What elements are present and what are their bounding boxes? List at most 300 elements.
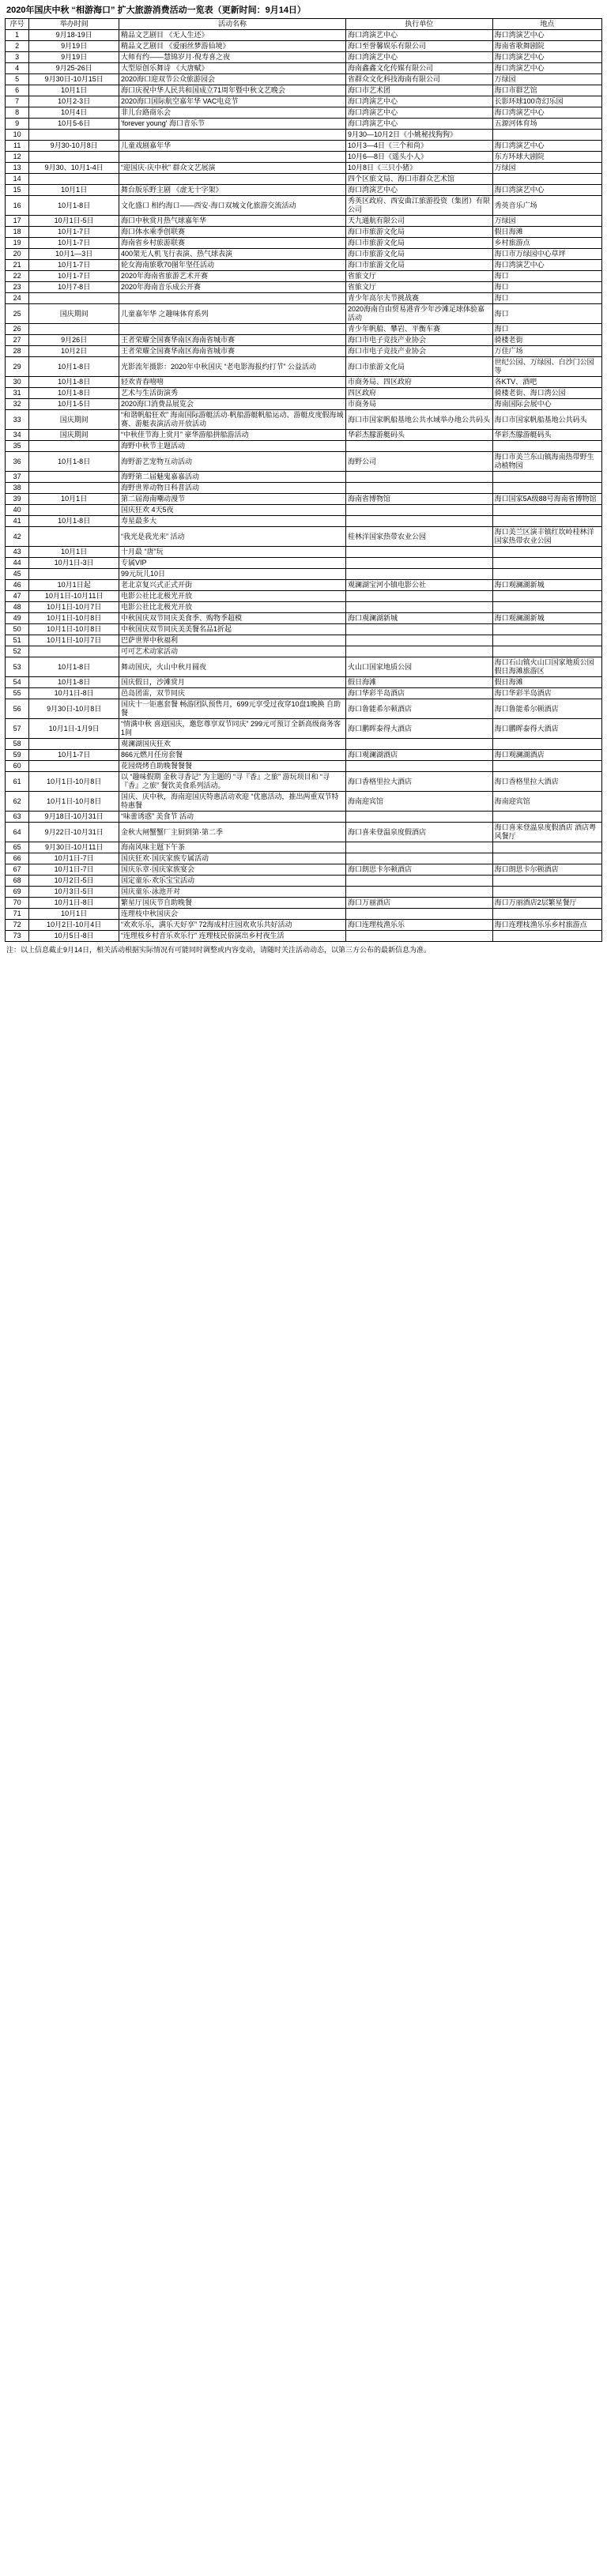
table-row (6, 931, 602, 942)
row-index: 14 (6, 174, 29, 185)
row-index: 35 (6, 441, 29, 452)
row-unit: 海口喜来登温泉度假酒店 (345, 823, 492, 842)
row-activity: 舞台版乐野主剧 《虚无十字架》 (119, 185, 346, 196)
row-place (492, 602, 601, 613)
row-unit: 10月3—4日《三个和尚》 (345, 141, 492, 152)
row-place: 海南国际会展中心 (492, 399, 601, 410)
row-unit: 四个区旅文局、海口市群众艺术馆 (345, 174, 492, 185)
table-row (6, 346, 602, 357)
row-unit (345, 602, 492, 613)
row-place: 万佳广场 (492, 346, 601, 357)
row-place: 万绿园 (492, 163, 601, 174)
row-time: 10月1-8日 (29, 388, 119, 399)
table-row (6, 761, 602, 772)
table-row (6, 107, 602, 119)
row-place: 海口市美兰东山镇海南热带野生动植物园 (492, 452, 601, 472)
row-place (492, 842, 601, 853)
row-activity: 十月最 “唐”玩 (119, 547, 346, 558)
row-activity: 儿童嘉年华 之趣味体育系列 (119, 304, 346, 324)
row-unit: 海口市电子竞技产业协会 (345, 335, 492, 346)
row-activity: 国庆十一钜惠套餐 畅游团队预售月，699元享受过夜穿10盘1晚换 自助餐 (119, 699, 346, 719)
row-unit: 市商务局 (345, 399, 492, 410)
row-place: 世纪公园、万绿园、白沙门公园等 (492, 357, 601, 377)
row-unit (345, 505, 492, 516)
row-index: 71 (6, 909, 29, 920)
row-index: 18 (6, 227, 29, 238)
table-row (6, 569, 602, 580)
row-unit (345, 569, 492, 580)
table-row (6, 719, 602, 739)
row-index: 36 (6, 452, 29, 472)
row-index: 70 (6, 898, 29, 909)
row-place (492, 516, 601, 527)
row-time: 10月7-8日 (29, 282, 119, 293)
row-index: 34 (6, 430, 29, 441)
row-unit (345, 558, 492, 569)
table-row (6, 739, 602, 750)
table-row (6, 388, 602, 399)
row-time: 9月18-19日 (29, 30, 119, 41)
table-row (6, 304, 602, 324)
table-row (6, 174, 602, 185)
row-place (492, 174, 601, 185)
row-time: 9月18日-10月31日 (29, 812, 119, 823)
row-activity: 866元燃月任房套餐 (119, 750, 346, 761)
table-row (6, 52, 602, 63)
row-time: 10月1日-10月8日 (29, 613, 119, 624)
row-unit: 海口湾演艺中心 (345, 52, 492, 63)
row-activity: 文化盛口 相约海口——西安·海口双城文化旅游交流活动 (119, 196, 346, 216)
table-body (6, 30, 602, 942)
table-row (6, 335, 602, 346)
row-unit (345, 646, 492, 657)
row-index: 33 (6, 410, 29, 430)
row-index: 62 (6, 792, 29, 812)
row-place: 海口香格里拉大酒店 (492, 772, 601, 792)
row-index: 22 (6, 271, 29, 282)
row-place: 海口市万绿园中心草坪 (492, 249, 601, 260)
row-unit: 海口至誉馨娱乐有限公司 (345, 41, 492, 52)
row-activity: 2020海口国际航空嘉年华 VAC电竞节 (119, 96, 346, 107)
column-header-time: 举办时间 (29, 19, 119, 30)
table-row (6, 853, 602, 864)
row-unit (345, 472, 492, 483)
row-place: 海口湾演艺中心 (492, 107, 601, 119)
column-header-place: 地点 (492, 19, 601, 30)
row-index: 46 (6, 580, 29, 591)
table-row (6, 527, 602, 547)
table-row (6, 85, 602, 96)
row-index: 44 (6, 558, 29, 569)
row-time (29, 527, 119, 547)
row-activity: 电影公社比北极光开放 (119, 602, 346, 613)
table-row (6, 227, 602, 238)
row-place (492, 472, 601, 483)
row-time: 10月1-5日 (29, 399, 119, 410)
table-row (6, 558, 602, 569)
row-activity (119, 293, 346, 304)
row-index: 59 (6, 750, 29, 761)
row-time: 10月1日-10月8日 (29, 624, 119, 635)
row-index: 45 (6, 569, 29, 580)
row-activity: 可可艺术动家活动 (119, 646, 346, 657)
row-index: 54 (6, 677, 29, 688)
row-time: 10月1-8日 (29, 677, 119, 688)
row-place (492, 739, 601, 750)
row-unit: 海口鹏晖泰得大酒店 (345, 719, 492, 739)
table-row (6, 483, 602, 494)
row-activity: 2020海口消费品展览会 (119, 399, 346, 410)
row-place (492, 547, 601, 558)
row-activity: 国定童乐·欢乐宝宝活动 (119, 876, 346, 887)
row-unit: 海口朗思卡尔顿酒店 (345, 864, 492, 876)
row-index: 8 (6, 107, 29, 119)
row-index: 15 (6, 185, 29, 196)
row-place: 海口湾演艺中心 (492, 141, 601, 152)
row-time: 10月2日 (29, 346, 119, 357)
row-activity (119, 152, 346, 163)
table-row (6, 494, 602, 505)
row-index: 51 (6, 635, 29, 646)
row-time (29, 130, 119, 141)
row-index: 65 (6, 842, 29, 853)
table-row (6, 271, 602, 282)
table-row (6, 282, 602, 293)
row-time: 9月19日 (29, 41, 119, 52)
row-activity: 观澜湖国庆狂欢 (119, 739, 346, 750)
row-place (492, 812, 601, 823)
table-row (6, 677, 602, 688)
row-activity: 400架无人机飞行表演、热气球表演 (119, 249, 346, 260)
row-place: 骑楼老街 (492, 335, 601, 346)
table-row (6, 238, 602, 249)
row-time: 10月1日-10月7日 (29, 602, 119, 613)
row-index: 2 (6, 41, 29, 52)
row-unit: 海口市旅游文化局 (345, 357, 492, 377)
table-row (6, 750, 602, 761)
row-activity: 寿星最多大 (119, 516, 346, 527)
row-unit (345, 812, 492, 823)
row-unit: 省旅文厅 (345, 282, 492, 293)
table-row (6, 260, 602, 271)
row-index: 13 (6, 163, 29, 174)
row-activity: 海口体水乘季创联赛 (119, 227, 346, 238)
row-unit: 海南省博物馆 (345, 494, 492, 505)
table-row (6, 130, 602, 141)
row-activity: 海野游艺宠物互动活动 (119, 452, 346, 472)
row-activity: 非儿台路商乐会 (119, 107, 346, 119)
row-place: 骑楼老街、海口湾公园 (492, 388, 601, 399)
row-activity: “中秋佳节海上赏月” 豪华游船拼船游活动 (119, 430, 346, 441)
table-row (6, 357, 602, 377)
row-index: 25 (6, 304, 29, 324)
row-time: 10月1—3日 (29, 249, 119, 260)
row-place: 海口鹏晖泰得大酒店 (492, 719, 601, 739)
row-activity: 国庆狂欢 4天5夜 (119, 505, 346, 516)
row-activity (119, 130, 346, 141)
table-row (6, 909, 602, 920)
row-time: 9月26日 (29, 335, 119, 346)
row-unit: 海南迎宾馆 (345, 792, 492, 812)
row-time: 9月30日-10月8日 (29, 699, 119, 719)
row-unit: 海口市旅游文化局 (345, 249, 492, 260)
row-index: 61 (6, 772, 29, 792)
table-row (6, 30, 602, 41)
table-row (6, 430, 602, 441)
row-place: 海口湾演艺中心 (492, 260, 601, 271)
row-index: 53 (6, 657, 29, 677)
row-unit: 海口湾演艺中心 (345, 96, 492, 107)
row-activity: 巴萨世界中秋福利 (119, 635, 346, 646)
row-activity: 精品文艺剧目 《爱丽丝梦游仙境》 (119, 41, 346, 52)
row-time (29, 152, 119, 163)
row-activity: “情满中秋 喜迎国庆，邀您尊享双节同庆” 299元可预订全新高级商务客1间 (119, 719, 346, 739)
row-place (492, 569, 601, 580)
row-unit: 9月30—10月2日《小姚秘找狗狗》 (345, 130, 492, 141)
table-row (6, 591, 602, 602)
row-activity: 花园烧烤自助晚餐餐餐 (119, 761, 346, 772)
row-time: 10月1-8日 (29, 516, 119, 527)
row-activity: 轻欢青春嘻嘻 (119, 377, 346, 388)
row-time: 9月30-10月8日 (29, 141, 119, 152)
row-unit: 青少年高尔夫节挑战赛 (345, 293, 492, 304)
row-place: 华彩杰朦游艇码头 (492, 430, 601, 441)
row-activity: 繁星厅国庆节自助晚餐 (119, 898, 346, 909)
table-row (6, 324, 602, 335)
row-place (492, 505, 601, 516)
activity-table (5, 18, 602, 942)
table-row (6, 516, 602, 527)
row-unit (345, 931, 492, 942)
row-unit: 桂林洋国家热带农业公园 (345, 527, 492, 547)
table-row (6, 141, 602, 152)
row-activity: 海野中秋节主题活动 (119, 441, 346, 452)
row-place: 海口湾演艺中心 (492, 30, 601, 41)
table-row (6, 74, 602, 85)
row-place: 假日海滩 (492, 677, 601, 688)
table-row (6, 792, 602, 812)
table-row (6, 864, 602, 876)
row-time: 9月30日-10月11日 (29, 842, 119, 853)
column-header-unit: 执行单位 (345, 19, 492, 30)
row-time: 10月1日-7日 (29, 864, 119, 876)
row-place: 海口国家5A级88号海南省博物馆 (492, 494, 601, 505)
row-place: 海口湾演艺中心 (492, 63, 601, 74)
row-unit (345, 547, 492, 558)
row-place: 五源河体育场 (492, 119, 601, 130)
row-unit: 省旅文厅 (345, 271, 492, 282)
table-row (6, 812, 602, 823)
row-unit (345, 842, 492, 853)
row-place (492, 441, 601, 452)
row-time: 10月1日-8日 (29, 898, 119, 909)
row-activity: 海野第二届魅鬼嘉嘉活动 (119, 472, 346, 483)
row-index: 55 (6, 688, 29, 699)
row-place: 海口鲁能希尔顿酒店 (492, 699, 601, 719)
row-time: 10月1日 (29, 547, 119, 558)
row-place (492, 483, 601, 494)
table-row (6, 293, 602, 304)
row-activity: 海南省乡村旅游联赛 (119, 238, 346, 249)
table-header-row (6, 19, 602, 30)
row-index: 40 (6, 505, 29, 516)
row-time: 10月2-3日 (29, 96, 119, 107)
row-index: 5 (6, 74, 29, 85)
row-activity: 金秋大闸蟹蟹厂主厨到第·第二季 (119, 823, 346, 842)
row-unit: 海南鑫鑫文化传媒有限公司 (345, 63, 492, 74)
row-unit (345, 876, 492, 887)
row-unit: 四区政府 (345, 388, 492, 399)
row-unit: 观澜湖宝河小镇电影公社 (345, 580, 492, 591)
row-time: 9月19日 (29, 52, 119, 63)
row-activity: 2020年海南省旅游艺术开赛 (119, 271, 346, 282)
row-unit: 10月6—8日《遥头小人》 (345, 152, 492, 163)
row-activity: 儿童戏剧嘉年华 (119, 141, 346, 152)
row-activity: 艺术与生活街演秀 (119, 388, 346, 399)
column-header-activity: 活动名称 (119, 19, 346, 30)
row-index: 43 (6, 547, 29, 558)
row-index: 30 (6, 377, 29, 388)
row-index: 68 (6, 876, 29, 887)
row-time: 10月1日-10月7日 (29, 635, 119, 646)
table-row (6, 646, 602, 657)
row-unit: 青少年帆船、攀岩、平衡车赛 (345, 324, 492, 335)
row-unit: 海口湾演艺中心 (345, 119, 492, 130)
row-unit: 海口市旅游文化局 (345, 260, 492, 271)
row-activity: 大型原创乐舞诗 《大唐赋》 (119, 63, 346, 74)
row-time: 10月1日-10月8日 (29, 772, 119, 792)
row-activity: 大师有约——慧锦岁月·倪寿喜之夜 (119, 52, 346, 63)
table-row (6, 842, 602, 853)
row-unit: 海口市国家帆船基地公共水域举办地公共码头 (345, 410, 492, 430)
row-place: 海口连理枝渔乐乐乡村旅游点 (492, 920, 601, 931)
row-unit: 天九通航有限公司 (345, 216, 492, 227)
row-time (29, 483, 119, 494)
row-index: 41 (6, 516, 29, 527)
table-row (6, 152, 602, 163)
footer-note: 注：以上信息截止9月14日，相关活动根据实际情况有可能同时调整或内容变动，请随时关注活动动态，以第三方公布的最新信息为准。 (6, 946, 432, 954)
table-row (6, 377, 602, 388)
row-place (492, 624, 601, 635)
row-time: 10月3日-5日 (29, 887, 119, 898)
row-time (29, 646, 119, 657)
row-place (492, 887, 601, 898)
table-row (6, 699, 602, 719)
table-row (6, 920, 602, 931)
row-activity: “和谐帆船狂欢” 海南国际游艇活动·帆船游艇帆船运动、游艇皮度假海域赛、游艇表演活动开放活动 (119, 410, 346, 430)
row-index: 19 (6, 238, 29, 249)
row-place: 海口 (492, 271, 601, 282)
row-place: 海口 (492, 282, 601, 293)
table-row (6, 887, 602, 898)
row-index: 37 (6, 472, 29, 483)
row-unit (345, 516, 492, 527)
row-place: 海口美兰区演丰镇红坎岭桂林洋国家热带农业公园 (492, 527, 601, 547)
row-index: 58 (6, 739, 29, 750)
row-time: 10月1日-7日 (29, 853, 119, 864)
row-time: 9月30、10月1-4日 (29, 163, 119, 174)
row-activity: 国庆童乐·泳池开对 (119, 887, 346, 898)
table-row (6, 196, 602, 216)
row-index: 6 (6, 85, 29, 96)
row-place (492, 931, 601, 942)
row-activity: 中秋国庆双节同庆美美餐名品1折起 (119, 624, 346, 635)
row-index: 4 (6, 63, 29, 74)
row-activity (119, 324, 346, 335)
row-unit (345, 909, 492, 920)
table-row (6, 441, 602, 452)
row-unit: 火山口国家地质公园 (345, 657, 492, 677)
row-time: 10月1日-8日 (29, 688, 119, 699)
row-activity: 精品文艺剧目 《无人生还》 (119, 30, 346, 41)
row-time: 10月1-7日 (29, 750, 119, 761)
row-index: 67 (6, 864, 29, 876)
row-place: 海口石山镇火山口国家地质公园 假日海滩旅游区 (492, 657, 601, 677)
row-place: 海口观澜湖新城 (492, 580, 601, 591)
row-time: 10月1-8日 (29, 452, 119, 472)
row-place: 海口 (492, 304, 601, 324)
row-index: 66 (6, 853, 29, 864)
row-place (492, 646, 601, 657)
row-unit (345, 761, 492, 772)
table-row (6, 772, 602, 792)
row-time: 10月1日起 (29, 580, 119, 591)
row-time: 10月2日-5日 (29, 876, 119, 887)
row-index: 72 (6, 920, 29, 931)
table-row (6, 185, 602, 196)
table-row (6, 41, 602, 52)
row-activity: “迎国庆·庆中秋” 群众文艺展演 (119, 163, 346, 174)
row-unit: 华彩杰朦游艇码头 (345, 430, 492, 441)
row-place: 海口观澜湖新城 (492, 613, 601, 624)
table-row (6, 876, 602, 887)
row-index: 47 (6, 591, 29, 602)
row-time: 10月1-7日 (29, 238, 119, 249)
row-time: 10月4日 (29, 107, 119, 119)
row-index: 1 (6, 30, 29, 41)
row-time: 9月30日-10月15日 (29, 74, 119, 85)
row-activity: 光影流年摄影：2020年中秋国庆 “老电影海报约打节” 公益活动 (119, 357, 346, 377)
row-unit: 海口市电子竞技产业协会 (345, 346, 492, 357)
row-unit (345, 635, 492, 646)
row-place (492, 876, 601, 887)
row-activity: 国庆假日，沙滩赏月 (119, 677, 346, 688)
row-place: 海南迎宾馆 (492, 792, 601, 812)
row-index: 3 (6, 52, 29, 63)
row-time: 10月1日-5日 (29, 216, 119, 227)
row-place: 海口万丽酒店2层繁星餐厅 (492, 898, 601, 909)
row-time (29, 761, 119, 772)
row-unit (345, 624, 492, 635)
row-time (29, 739, 119, 750)
row-activity: 海口庆祝中华人民共和国成立71周年暨中秋文艺晚会 (119, 85, 346, 96)
table-row (6, 216, 602, 227)
table-row (6, 613, 602, 624)
row-place: 东方环球大剧院 (492, 152, 601, 163)
row-activity: 老北京复兴式正式开街 (119, 580, 346, 591)
row-place: 海口湾演艺中心 (492, 185, 601, 196)
row-unit: 海口观澜湖新城 (345, 613, 492, 624)
table-row (6, 163, 602, 174)
table-row (6, 624, 602, 635)
row-activity: “连理枝乡村音乐欢乐行” 连理枝民俗演出乡村夜生活 (119, 931, 346, 942)
row-place: 万绿园 (492, 74, 601, 85)
row-unit: 海口连理枝渔乐乐 (345, 920, 492, 931)
row-unit (345, 591, 492, 602)
row-activity: 海野世界动物日科普活动 (119, 483, 346, 494)
row-time: 10月1-7日 (29, 271, 119, 282)
row-activity: 中秋国庆双节同庆美食季、购物季超模 (119, 613, 346, 624)
